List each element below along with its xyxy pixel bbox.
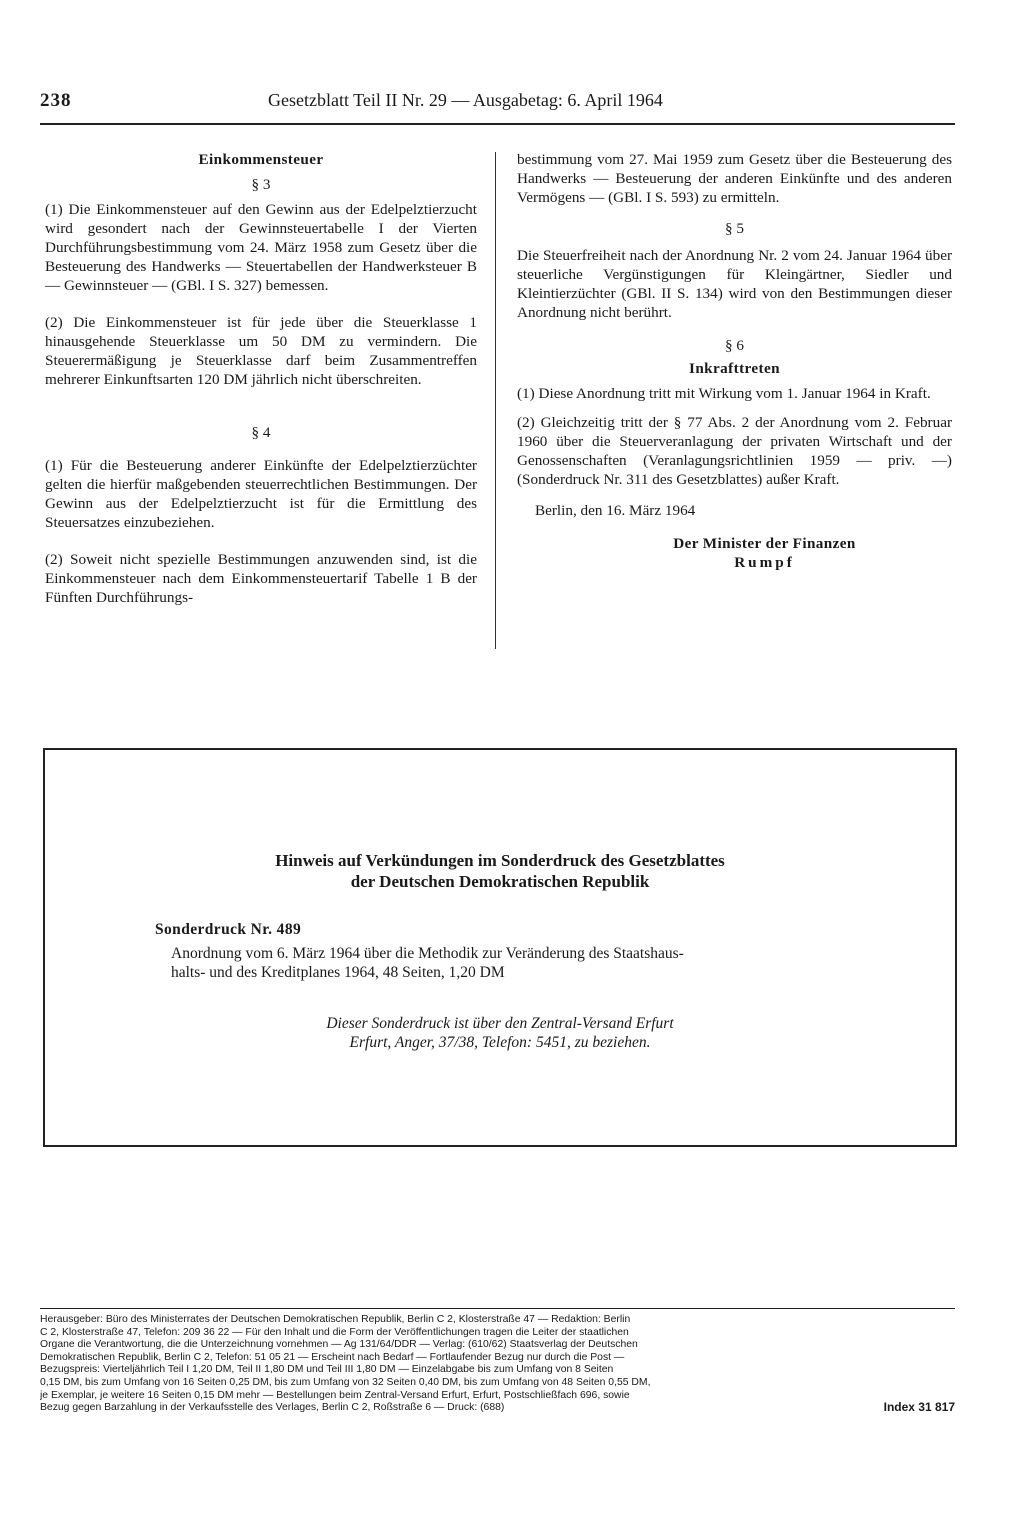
paragraph-5: Die Steuerfreiheit nach der Anordnung Nr. 2 vom 24. Januar 1964 über steuerliche Vergünstigungen für Kleingärtner, Siedler und Kleintierzüchter (GBl. II S. 134) wird von den Bestimmungen dieser Anordnung nicht berührt.: [517, 247, 952, 321]
section-6-heading: § 6: [725, 337, 744, 354]
imprint-line: Herausgeber: Büro des Ministerrates der Deutschen Demokratischen Republik, Berlin C 2, Klosterstraße 47 — Redaktion: Berlin: [40, 1314, 631, 1325]
imprint-line: je Exemplar, je weitere 16 Seiten 0,15 DM mehr — Bestellungen beim Zentral-Versand Erfurt, Erfurt, Postschließfach 696, sowie: [40, 1389, 630, 1401]
paragraph-4-1: (1) Für die Besteuerung anderer Einkünfte der Edelpelztierzüchter gelten die hierfür maßgebenden steuerrechtlichen Bestimmungen. Der Gewinn aus der Edelpelztierzucht ist für die Ermittlung des Steuersatzes einzubeziehen.: [45, 457, 477, 531]
paragraph-6-1: (1) Diese Anordnung tritt mit Wirkung vom 1. Januar 1964 in Kraft.: [517, 385, 931, 402]
notice-box: [43, 748, 957, 1147]
signature-title: Der Minister der Finanzen: [673, 535, 856, 552]
heading-einkommensteuer: Einkommensteuer: [198, 151, 324, 168]
section-3-heading: § 3: [251, 176, 271, 193]
footer-rule: [40, 1308, 955, 1309]
imprint-line: Organe die Verantwortung, die die Unterzeichnung vornehmen — Ag 131/64/DDR — Verlag: (610/62) Staatsverlag der Deutschen: [40, 1339, 638, 1351]
column-divider: [495, 152, 496, 649]
notice-note-line-1: Dieser Sonderdruck ist über den Zentral-Versand Erfurt: [326, 1015, 674, 1032]
sonderdruck-entry-line-1: Anordnung vom 6. März 1964 über die Methodik zur Veränderung des Staatshaus-: [171, 945, 684, 962]
sonderdruck-label: Sonderdruck Nr. 489: [155, 921, 302, 938]
paragraph-continuation: bestimmung vom 27. Mai 1959 zum Gesetz über die Besteuerung des Handwerks — Besteuerung der anderen Einkünfte und des anderen Vermögens — (GBl. I S. 593) zu ermitteln.: [517, 151, 952, 206]
imprint-line: C 2, Klosterstraße 47, Telefon: 209 36 22 — Für den Inhalt und die Form der Veröffentlichungen tragen die Leiter der staatlichen: [40, 1326, 629, 1338]
imprint-line: Bezugspreis: Vierteljährlich Teil I 1,20 DM, Teil II 1,80 DM und Teil III 1,80 DM — Einzelabgabe bis zum Umfang von 8 Seiten: [40, 1364, 614, 1376]
notice-title-line-2: der Deutschen Demokratischen Republik: [350, 872, 650, 891]
imprint-line: Bezug gegen Barzahlung in der Verkaufsstelle des Verlages, Berlin C 2, Roßstraße 6 — Druck: (688): [40, 1402, 505, 1414]
running-title: Gesetzblatt Teil II Nr. 29 — Ausgabetag: 6. April 1964: [268, 90, 663, 110]
paragraph-6-2: (2) Gleichzeitig tritt der § 77 Abs. 2 der Anordnung vom 2. Februar 1960 über die Steuerveranlagung der privaten Wirtschaft und der Genossenschaften (Veranlagungsrichtlinien 1959 — priv. —) (Sonderdruck Nr. 311 des Gesetzblattes) außer Kraft.: [517, 414, 952, 488]
paragraph-3-1: (1) Die Einkommensteuer auf den Gewinn aus der Edelpelztierzucht wird gesondert nach der Gewinnsteuertabelle I der Vierten Durchführungsbestimmung vom 24. März 1958 zum Gesetz über die Besteuerung des Handwerks — Steuertabellen der Handwerksteuer B — Gewinnsteuer — (GBl. I S. 327) bemessen.: [45, 201, 477, 294]
paragraph-3-2: (2) Die Einkommensteuer ist für jede über die Steuerklasse 1 hinausgehende Steuerklasse um 50 DM zu vermindern. Die Steuerermäßigung je Steuerklasse darf beim Zusammentreffen mehrerer Einkunftsarten 120 DM jährlich nicht überschreiten.: [45, 314, 477, 388]
imprint-line: 0,15 DM, bis zum Umfang von 16 Seiten 0,25 DM, bis zum Umfang von 32 Seiten 0,40 DM, bis zum Umfang von 48 Seiten 0,55 DM,: [40, 1376, 651, 1388]
signature-name: Rumpf: [734, 554, 795, 571]
right-column: [517, 150, 952, 572]
date-line: Berlin, den 16. März 1964: [535, 502, 696, 519]
page-number: 238: [40, 90, 72, 111]
heading-inkrafttreten: Inkrafttreten: [689, 360, 780, 377]
sonderdruck-entry-line-2: halts- und des Kreditplanes 1964, 48 Seiten, 1,20 DM: [171, 964, 505, 981]
header-rule: [40, 123, 955, 125]
notice-note-line-2: Erfurt, Anger, 37/38, Telefon: 5451, zu beziehen.: [349, 1034, 651, 1051]
imprint: [40, 1314, 955, 1415]
section-5-heading: § 5: [725, 220, 744, 237]
left-column: [45, 150, 477, 607]
imprint-line: Demokratischen Republik, Berlin C 2, Telefon: 51 05 21 — Erscheint nach Bedarf — Fortlaufender Bezug nur durch die Post —: [40, 1351, 625, 1363]
page-header: [40, 90, 955, 120]
index-number: Index 31 817: [883, 1400, 955, 1415]
paragraph-4-2: (2) Soweit nicht spezielle Bestimmungen anzuwenden sind, ist die Einkommensteuer nach dem Einkommensteuertarif Tabelle 1 B der Fünften Durchführungs-: [45, 551, 477, 606]
section-4-heading: § 4: [251, 424, 271, 441]
notice-title-line-1: Hinweis auf Verkündungen im Sonderdruck des Gesetzblattes: [275, 851, 725, 870]
